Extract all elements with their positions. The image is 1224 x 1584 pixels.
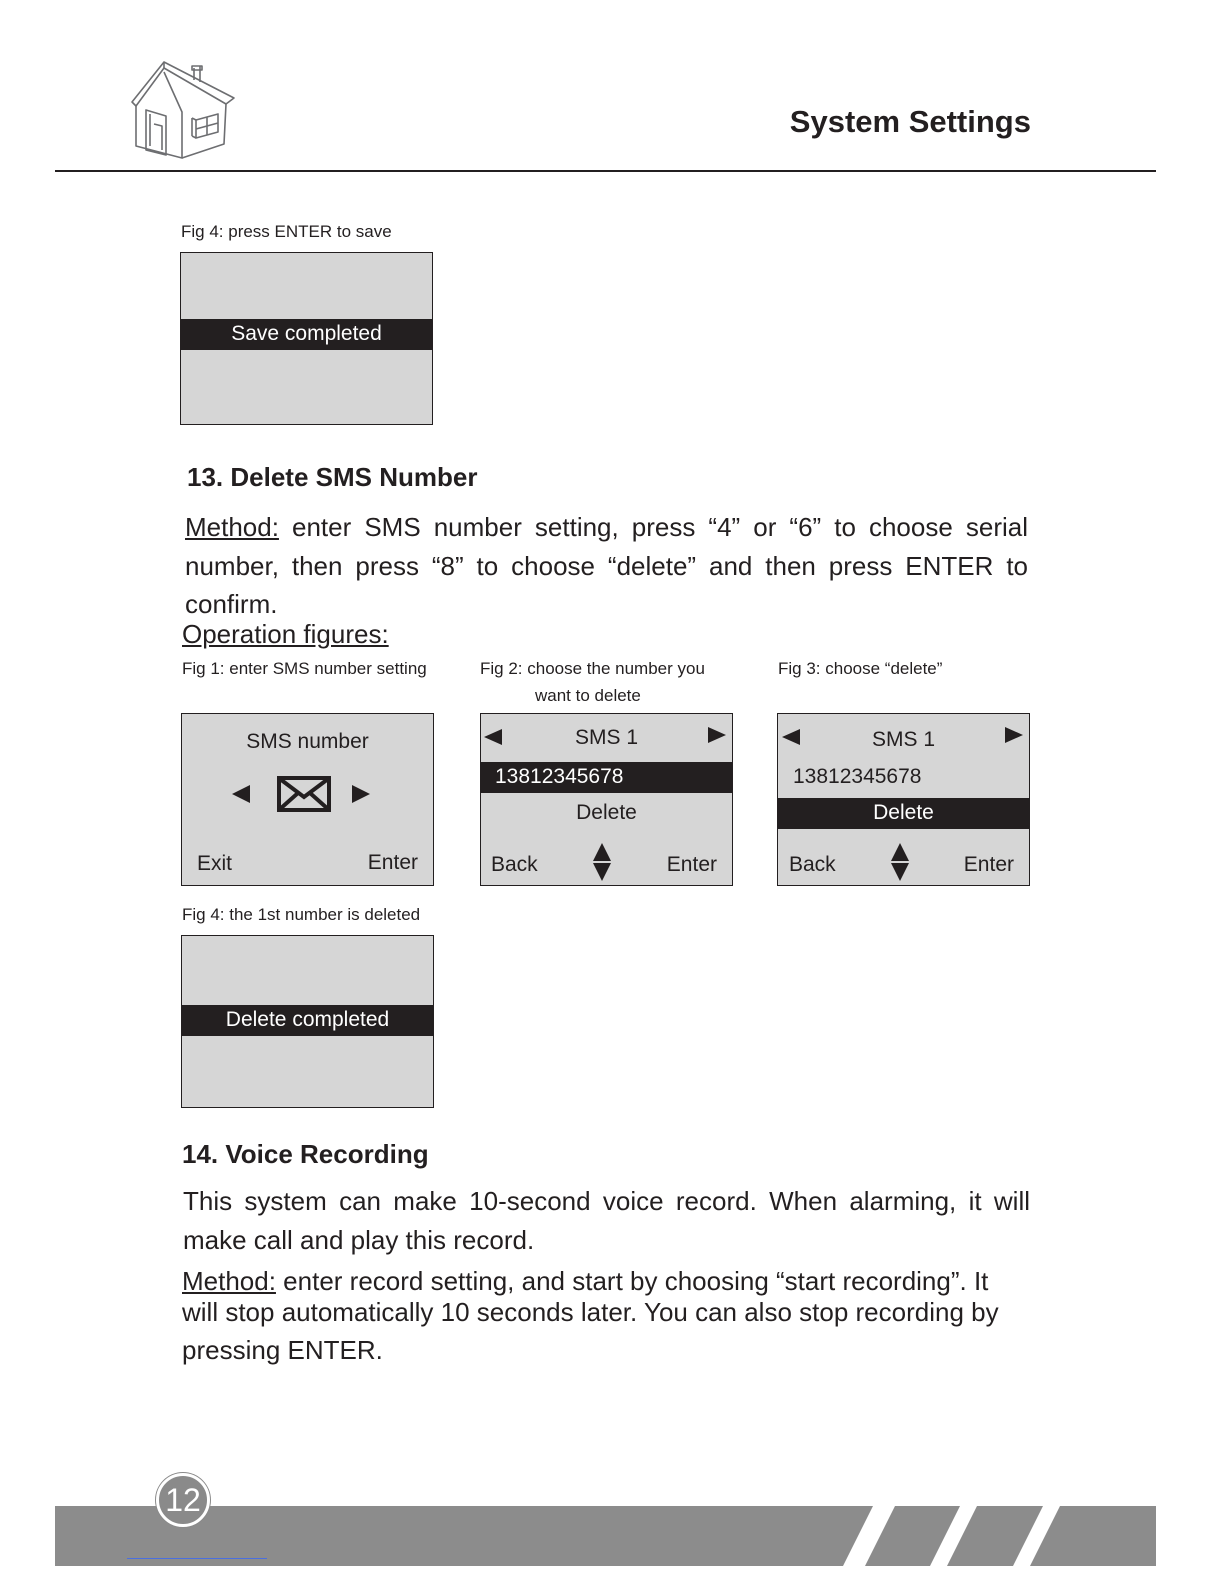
softkey-back: Back: [491, 853, 538, 876]
lcd-save-completed: [180, 252, 433, 425]
section-14-intro: This system can make 10-second voice record. When alarming, it will make call and play this record.: [183, 1186, 1030, 1255]
house-icon: [128, 58, 238, 162]
operation-figures-label: Operation figures:: [182, 619, 389, 649]
lcd-highlight-bar: [181, 319, 432, 350]
method-label: Method:: [182, 1266, 276, 1296]
method-line-1: enter record setting, and start by choosing “start recording”. It: [275, 1266, 989, 1296]
page-number: 12: [156, 1473, 210, 1527]
fig1-caption: Fig 1: enter SMS number setting: [182, 659, 427, 678]
delete-option: Delete: [576, 801, 637, 824]
footer-link-line: [127, 1558, 267, 1559]
envelope-icon: [277, 776, 331, 812]
left-arrow-icon: [232, 785, 250, 803]
softkey-exit: Exit: [197, 852, 233, 875]
save-completed-text: Save completed: [231, 322, 382, 345]
delete-option: Delete: [873, 801, 934, 824]
section-14-method: [182, 1266, 1032, 1366]
method-label: Method:: [185, 512, 279, 542]
sms-number-value: 13812345678: [495, 765, 624, 788]
lcd-choose-delete: [777, 713, 1030, 886]
sms-number-value: 13812345678: [793, 765, 922, 788]
lcd-highlight-bar: [778, 798, 1029, 829]
up-down-arrow-icon: [592, 843, 612, 881]
fig4-caption: Fig 4: the 1st number is deleted: [182, 905, 421, 924]
fig3-caption: Fig 3: choose “delete”: [778, 659, 943, 678]
right-arrow-icon: [708, 727, 726, 743]
lcd-title: SMS 1: [871, 728, 936, 751]
footer-band: [55, 1506, 1156, 1566]
up-down-arrow-icon: [890, 843, 910, 881]
page-title: System Settings: [789, 104, 1031, 139]
lcd-highlight-bar: [481, 762, 732, 793]
fig2-caption-line1: Fig 2: choose the number you: [480, 659, 705, 678]
method-line-2: will stop automatically 10 seconds later. You can also stop recording by: [182, 1297, 999, 1327]
lcd-highlight-bar: [182, 1005, 433, 1036]
method-text: enter SMS number setting, press “4” or “6” to choose serial number, then press “8” to choose “delete” and then press ENTER to confirm.: [185, 512, 1028, 619]
lcd-title: SMS number: [246, 730, 369, 753]
method-line-3: pressing ENTER.: [182, 1335, 383, 1365]
section-14-heading: 14. Voice Recording: [182, 1139, 429, 1169]
softkey-back: Back: [789, 853, 836, 876]
header-divider: [55, 170, 1156, 172]
section-13-method: [185, 508, 1028, 624]
right-arrow-icon: [352, 785, 370, 803]
fig2-caption-line2: want to delete: [535, 686, 641, 705]
fig-save-caption: Fig 4: press ENTER to save: [181, 222, 392, 241]
delete-completed-text: Delete completed: [225, 1008, 390, 1031]
softkey-enter: Enter: [367, 851, 418, 874]
softkey-enter: Enter: [666, 853, 717, 876]
softkey-enter: Enter: [963, 853, 1014, 876]
lcd-title: SMS 1: [574, 726, 639, 749]
lcd-delete-completed: [181, 935, 434, 1108]
right-arrow-icon: [1005, 727, 1023, 743]
lcd-sms-number: [181, 713, 434, 886]
section-13-heading: 13. Delete SMS Number: [187, 462, 478, 492]
lcd-choose-number: [480, 713, 733, 886]
